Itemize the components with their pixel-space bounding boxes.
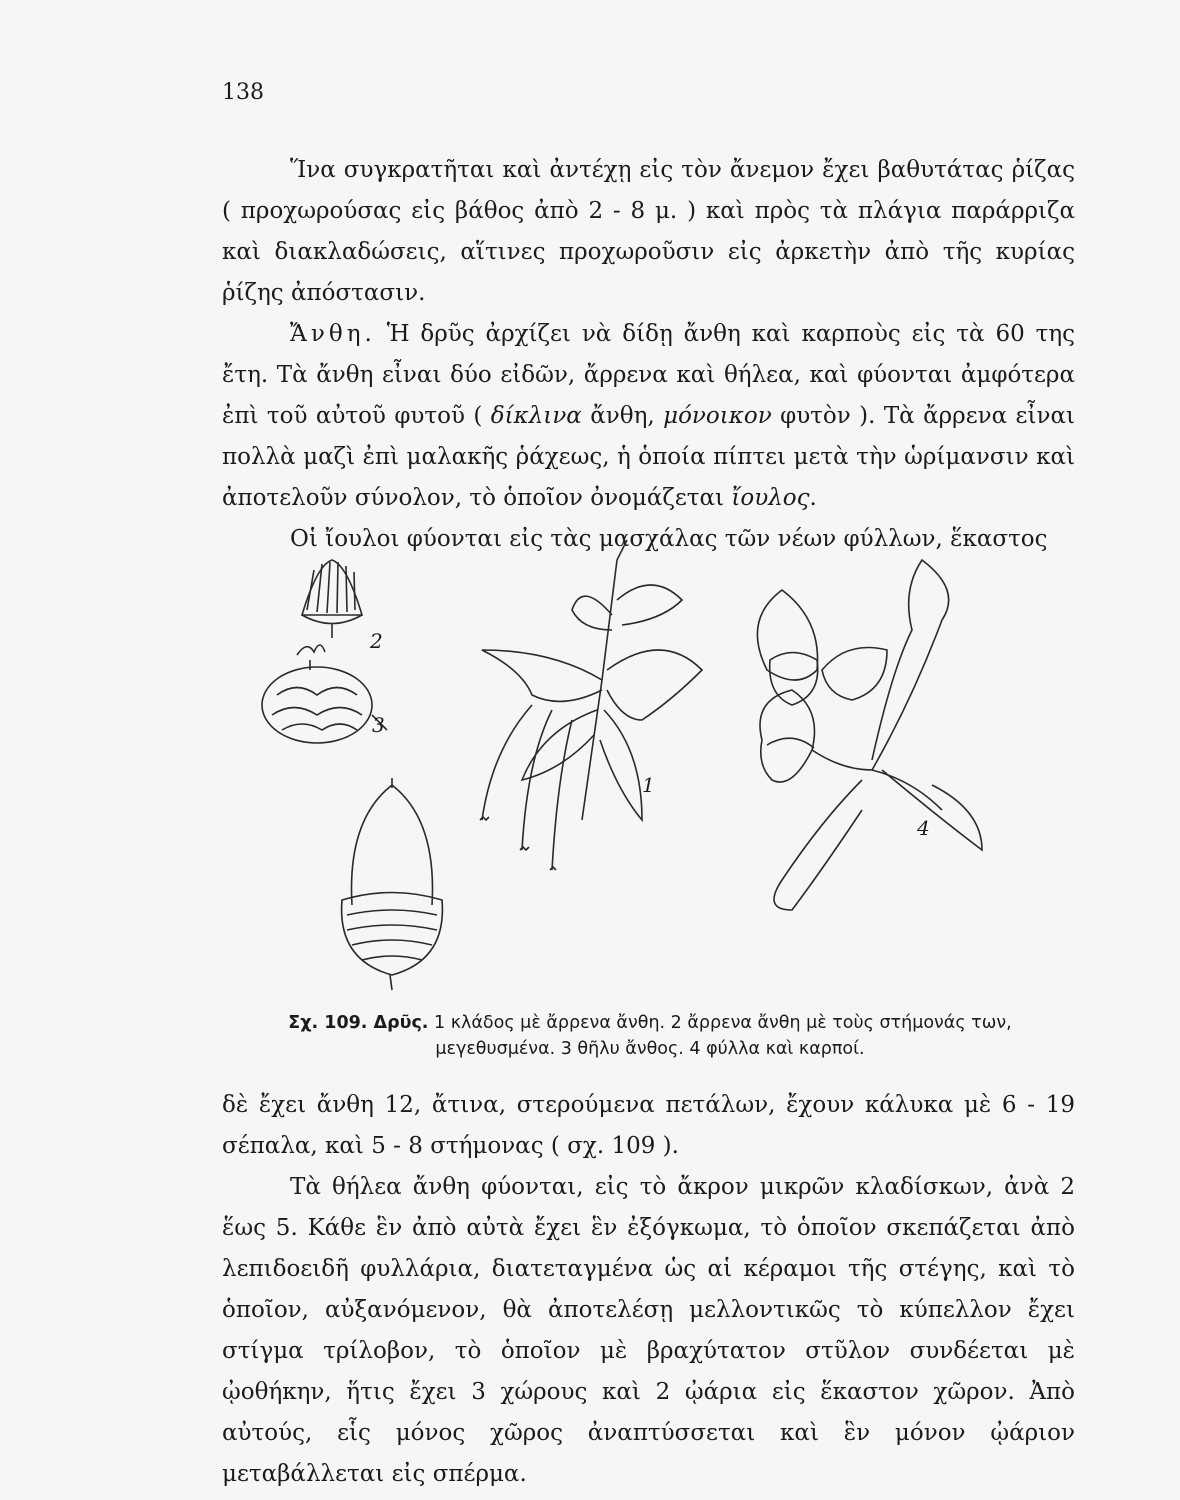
flowers-text-4: .	[809, 485, 817, 511]
flowers-text-2: ἄνθη,	[581, 403, 664, 429]
page-number: 138	[222, 80, 264, 105]
figure-label-2: 2	[370, 629, 383, 653]
flowers-term-diklina: δίκλινα	[490, 403, 582, 429]
flowers-term-ioulos: ἴουλος	[731, 485, 810, 511]
flowers-heading: Ἄνθη.	[290, 321, 376, 347]
catkins-paragraph: Οἱ ἴουλοι φύονται εἰς τὰς μασχάλας τῶν νέων φύλλων, ἕκαστος	[290, 526, 1048, 552]
caption-lead: Σχ. 109. Δρῦς.	[288, 1013, 429, 1033]
female-flowers-paragraph: Τὰ θήλεα ἄνθη φύονται, εἰς τὸ ἄκρον μικρῶν κλαδίσκων, ἀνὰ 2 ἕως 5. Κάθε ἓν ἀπὸ αὐτὰ ἔχει ἓν ἐξόγκωμα, τὸ ὁποῖον σκεπάζεται ἀπὸ λεπιδοειδῆ φυλλάρια, διατεταγμένα ὡς αἱ κέραμοι τῆς στέγης, καὶ τὸ ὁποῖον, αὐξανόμενον, θὰ ἀποτελέσῃ μελλοντικῶς τὸ κύπελλον ἔχει στίγμα τρίλοβον, τὸ ὁποῖον μὲ βραχύτατον στῦλον συνδέεται μὲ ᾠοθήκην, ἥτις ἔχει 3 χώρους καὶ 2 ᾠάρια εἰς ἕκαστον χῶρον. Ἀπὸ αὐτούς, εἷς μόνος χῶρος ἀναπτύσσεται καὶ ἓν μόνον ᾠάριον μεταβάλλεται εἰς σπέρμα.	[222, 1174, 1075, 1487]
flowers-paragraph	[222, 314, 1075, 519]
branch-catkins-drawing	[480, 540, 702, 870]
figure-label-1: 1	[642, 773, 655, 797]
male-flower-drawing	[302, 560, 362, 638]
top-text	[222, 150, 1075, 560]
caption-text: 1 κλάδος μὲ ἄρρενα ἄνθη. 2 ἄρρενα ἄνθη μὲ τοὺς στήμονάς των, μεγεθυσμένα. 3 θῆλυ ἄνθος. 4 φύλλα καὶ καρποί.	[428, 1013, 1012, 1059]
bottom-text	[222, 1085, 1075, 1495]
leaves-acorns-drawing	[757, 560, 982, 910]
figure-label-4: 4	[917, 816, 930, 840]
flowers-text-1: Ἡ δρῦς ἀρχίζει νὰ δίδῃ ἄνθη καὶ καρποὺς εἰς τὰ 60 της ἔτη. Τὰ ἄνθη εἶναι δύο εἰδῶν, ἄρρενα καὶ θήλεα, καὶ φύονται ἀμφότερα ἐπὶ τοῦ αὐτοῦ φυτοῦ (	[222, 321, 1075, 429]
figure-label-3: 3	[372, 713, 385, 737]
figure-caption	[240, 1010, 1060, 1062]
acorn-drawing	[342, 778, 443, 990]
oak-illustration	[222, 520, 1075, 1010]
flowers-text-3: φυτὸν ). Τὰ ἄρρενα εἶναι πολλὰ μαζὶ ἐπὶ μαλακῆς ῥάχεως, ἡ ὁποία πίπτει μετὰ τὴν ὡρίμανσιν καὶ ἀποτελοῦν σύνολον, τὸ ὁποῖον ὀνομάζεται	[222, 403, 1076, 511]
flowers-term-monoikon: μόνοικον	[663, 403, 772, 429]
stamens-paragraph: δὲ ἔχει ἄνθη 12, ἄτινα, στερούμενα πετάλων, ἔχουν κάλυκα μὲ 6 - 19 σέπαλα, καὶ 5 - 8 στήμονας ( σχ. 109 ).	[222, 1092, 1075, 1159]
oak-figure	[222, 520, 1075, 1010]
female-flower-drawing	[262, 645, 387, 743]
roots-paragraph: Ἵνα συγκρατῆται καὶ ἀντέχῃ εἰς τὸν ἄνεμον ἔχει βαθυτάτας ῥίζας ( προχωρούσας εἰς βάθος ἀπὸ 2 - 8 μ. ) καὶ πρὸς τὰ πλάγια παράρριζα καὶ διακλαδώσεις, αἵτινες προχωροῦσιν εἰς ἀρκετὴν ἀπὸ τῆς κυρίας ῥίζης ἀπόστασιν.	[222, 157, 1075, 306]
